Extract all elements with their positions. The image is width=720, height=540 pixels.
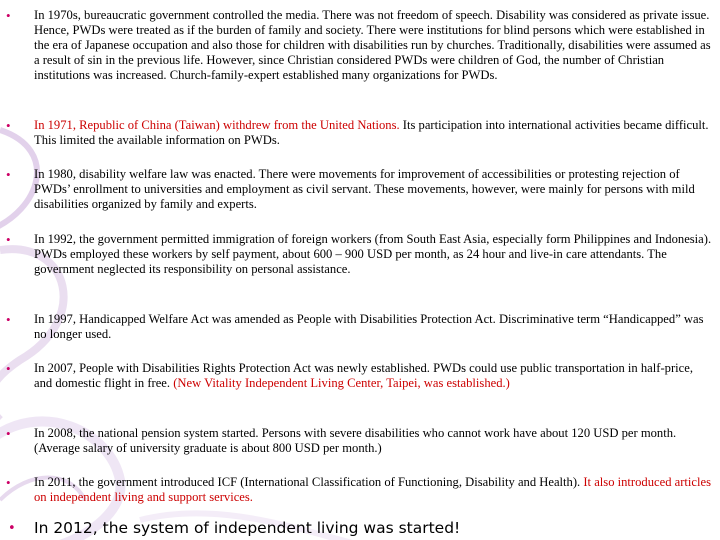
item-text: In 1970s, bureaucratic government controlled the media. There was not freedom of speech. Disability was considered as private issue. Hence, PWDs were treated as if the burden of family and society. There were institutions for blind persons which were established in the era of Japanese occupation and also those for children with disabilities run by churches. Traditionally, disabilities were assumed as a result of sin in the previous life. However, since Christian considered PWDs were children of God, the number of Christian institutions was increased. Church-family-expert established many organizations for PWDs. [34, 8, 711, 82]
item-text-rest: Its participation into international activities became difficult. This limited the available information on PWDs. [34, 118, 709, 147]
highlight-text: In 1971, Republic of China (Taiwan) withdrew from the United Nations. [34, 118, 400, 132]
item-text: In 1992, the government permitted immigration of foreign workers (from South East Asia, especially form Philippines and Indonesia). PWDs employed these workers by self payment, about 600 – 900 USD per month, as 24 hour and live-in care attendants. The government neglected its responsibility on personal assistance. [34, 232, 712, 276]
highlight-text: (New Vitality Independent Living Center, Taipei, was established.) [173, 376, 510, 390]
highlight-text: It also introduced articles on independent living and support services. [34, 475, 712, 504]
item-text: In 1997, Handicapped Welfare Act was amended as People with Disabilities Protection Act. Discriminative term “Handicapped” was no longer used. [34, 312, 704, 341]
item-text [34, 118, 714, 148]
list-item-1971 [6, 118, 714, 148]
item-text: In 1980, disability welfare law was enacted. There were movements for improvement of accessibilities or protesting rejection of PWDs’ enrollment to universities and employment as civil servant. These movements, however, were mainly for persons with mild disabilities organized by family and experts. [34, 167, 695, 211]
bullet-icon: • [8, 521, 16, 536]
list-item-2007 [6, 361, 714, 391]
bullet-icon: • [6, 475, 11, 490]
item-text-main: In 2011, the government introduced ICF (International Classification of Functioning, Disability and Health). [34, 475, 584, 489]
list-item-2012 [6, 519, 714, 537]
item-text-main: In 2007, People with Disabilities Rights Protection Act was newly established. PWDs could use public transportation in half-price, and domestic flight in free. [34, 361, 693, 390]
item-text [34, 475, 714, 505]
list-item-2008 [6, 426, 714, 456]
list-item-1980 [6, 167, 714, 212]
item-text [34, 361, 714, 391]
bullet-icon: • [6, 232, 11, 247]
list-item-1997 [6, 312, 714, 342]
bullet-icon: • [6, 361, 11, 376]
list-item-1992 [6, 232, 714, 277]
bullet-icon: • [6, 118, 11, 133]
list-item-1970s [6, 8, 714, 83]
bullet-icon: • [6, 312, 11, 327]
item-text: In 2008, the national pension system started. Persons with severe disabilities who cannot work have about 120 USD per month. (Average salary of university graduate is about 800 USD per month.) [34, 426, 677, 455]
item-text: In 2012, the system of independent living was started! [34, 519, 461, 537]
bullet-icon: • [6, 167, 11, 182]
bullet-icon: • [6, 8, 11, 23]
bullet-icon: • [6, 426, 11, 441]
list-item-2011 [6, 475, 714, 505]
